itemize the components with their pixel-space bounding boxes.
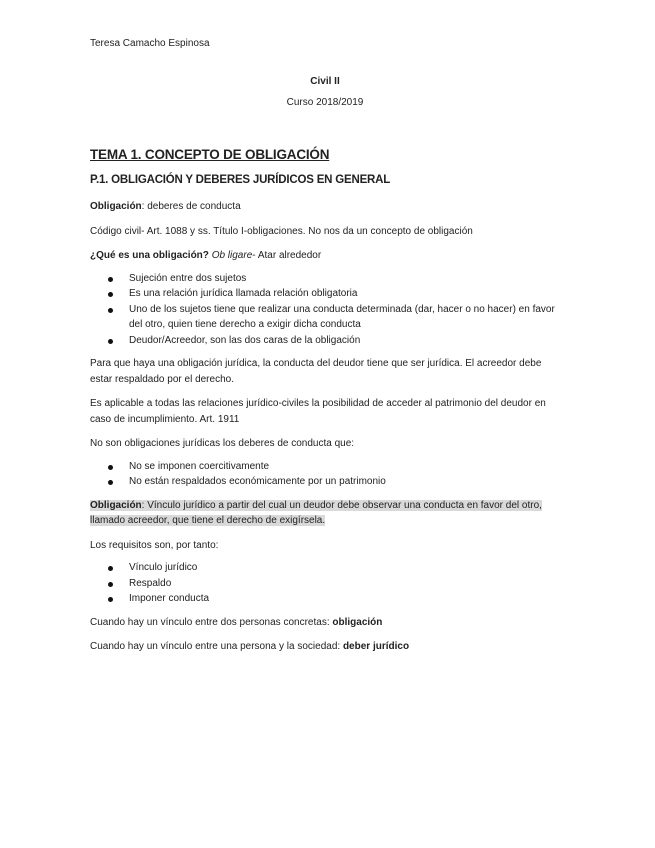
vinculo-text: Cuando hay un vínculo entre una persona y la sociedad: <box>90 641 343 653</box>
section-title: P.1. OBLIGACIÓN Y DEBERES JURÍDICOS EN GENERAL <box>90 174 391 187</box>
list-item: Sujeción entre dos sujetos <box>129 271 560 287</box>
list-item: No se imponen coercitivamente <box>129 459 560 475</box>
list-item: Es una relación jurídica llamada relación obligatoria <box>129 286 560 302</box>
vinculo-term: deber jurídico <box>342 641 410 653</box>
list-item: Respaldo <box>129 576 560 592</box>
term-label: Obligación <box>90 201 142 213</box>
bullet-list-requisitos <box>90 560 560 607</box>
tema-title: TEMA 1. CONCEPTO DE OBLIGACIÓN <box>90 146 330 162</box>
paragraph-definition <box>90 498 560 529</box>
latin-term: Ob ligare <box>211 250 253 262</box>
list-item: Imponer conducta <box>129 591 560 607</box>
paragraph-patrimonio: Es aplicable a todas las relaciones jurídico-civiles la posibilidad de acceder al patrimonio del deudor en caso de incumplimiento. Art. 1911 <box>90 398 546 425</box>
paragraph-no-obligaciones: No son obligaciones jurídicas los deberes de conducta que: <box>90 438 355 450</box>
definition-highlight <box>90 500 542 527</box>
paragraph-vinculo-sociedad <box>90 639 560 655</box>
paragraph-vinculo-personas <box>90 615 560 631</box>
term-text: : deberes de conducta <box>141 201 241 213</box>
paragraph-requisitos: Los requisitos son, por tanto: <box>90 539 219 551</box>
list-item: No están respaldados económicamente por un patrimonio <box>129 474 560 490</box>
course-year: Curso 2018/2019 <box>286 97 364 108</box>
subject-title: Civil II <box>310 75 340 87</box>
paragraph-question <box>90 248 560 264</box>
paragraph-juridica: Para que haya una obligación jurídica, la conducta del deudor tiene que ser jurídica. El acreedor debe estar respaldado por el derecho. <box>90 358 542 385</box>
list-item: Uno de los sujetos tiene que realizar una conducta determinada (dar, hacer o no hacer) en favor del otro, quien tiene derecho a exigir dicha conducta <box>129 302 560 333</box>
vinculo-text: Cuando hay un vínculo entre dos personas concretas: <box>90 616 333 628</box>
bullet-list-no-obligaciones <box>90 459 560 490</box>
question-text: ¿Qué es una obligación? <box>90 250 209 262</box>
paragraph-codigo: Código civil- Art. 1088 y ss. Título I-obligaciones. No nos da un concepto de obligación <box>90 225 473 237</box>
author-name: Teresa Camacho Espinosa <box>90 38 210 49</box>
list-item: Deudor/Acreedor, son las dos caras de la obligación <box>129 333 560 349</box>
bullet-list-characteristics <box>90 271 560 349</box>
document-page <box>90 36 560 664</box>
definition-label: Obligación <box>90 499 142 511</box>
vinculo-term: obligación <box>332 616 383 628</box>
definition-text: : Vínculo jurídico a partir del cual un deudor debe observar una conducta en favor del otro, llamado acreedor, que tiene el derecho de exigírsela. <box>90 499 542 527</box>
list-item: Vínculo jurídico <box>129 560 560 576</box>
paragraph-obligacion <box>90 199 560 215</box>
latin-meaning: - Atar alrededor <box>252 250 322 262</box>
